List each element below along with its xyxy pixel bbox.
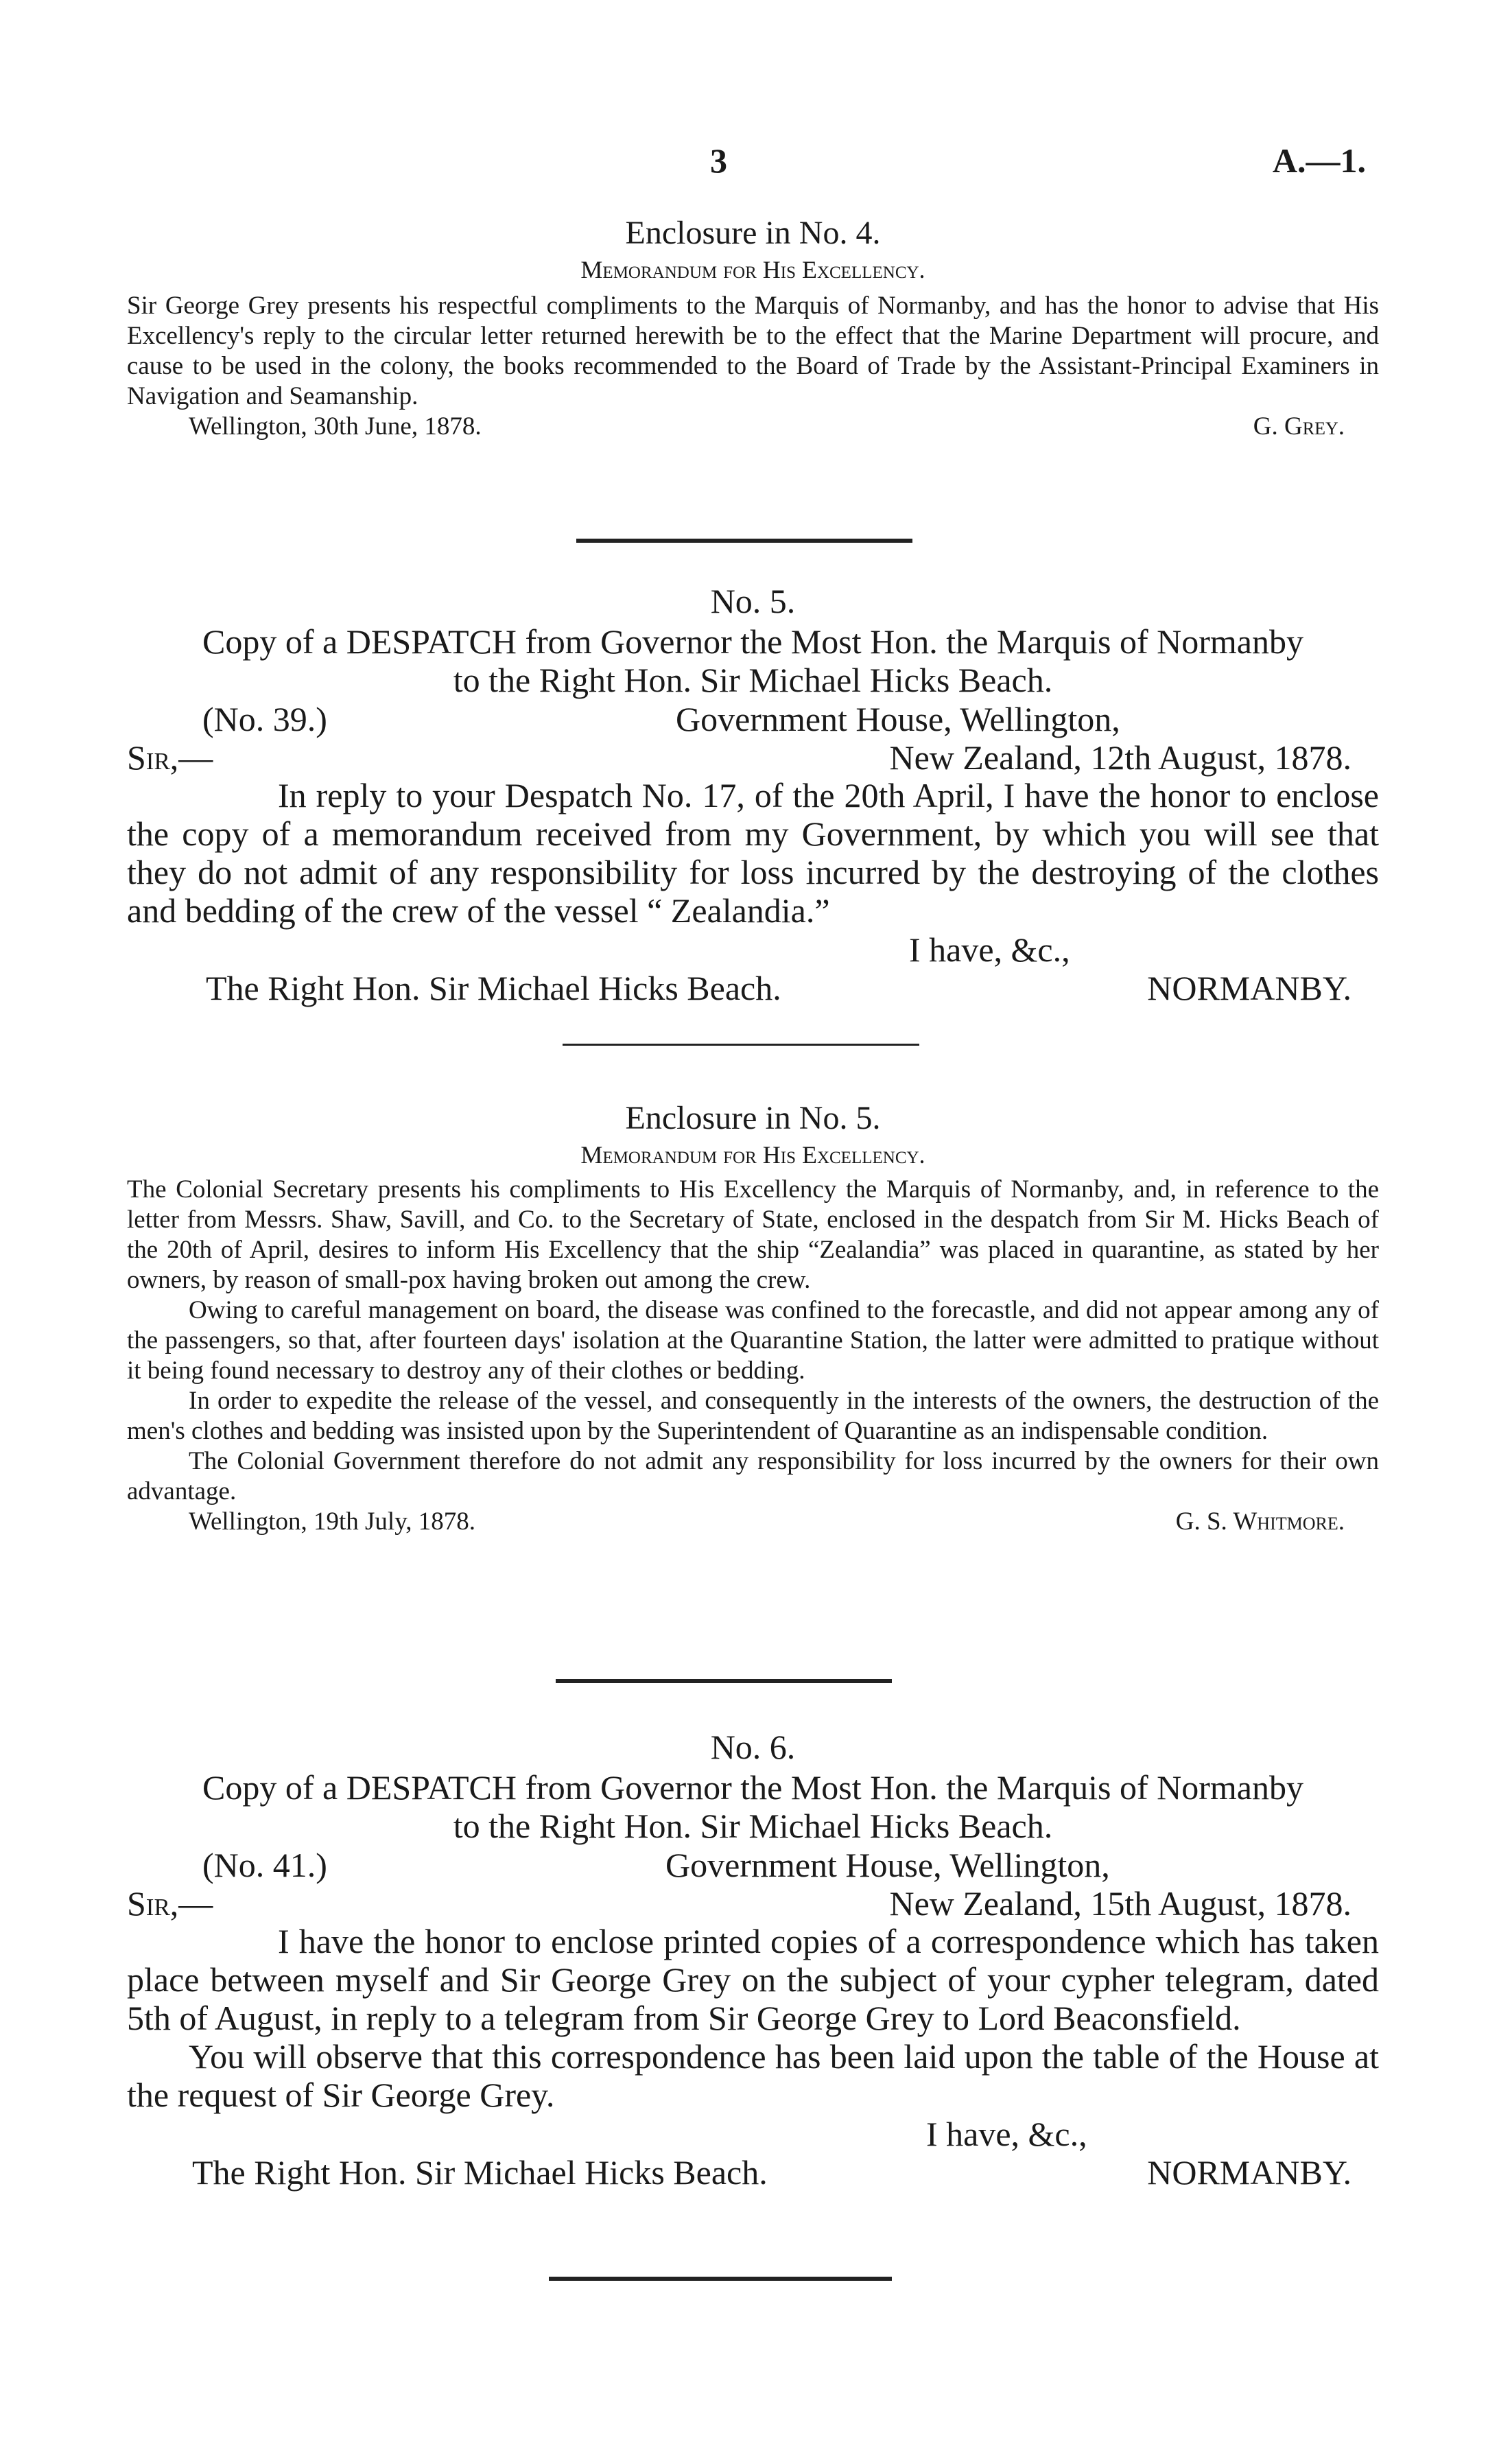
paper-reference: A.—1. <box>1272 141 1366 180</box>
enclosure-5-place-date: Wellington, 19th July, 1878. <box>189 1507 476 1536</box>
despatch-6-number: No. 6. <box>710 1728 796 1766</box>
enclosure-5 <box>127 1098 1379 1538</box>
despatch-6-paragraph: I have the honor to enclose printed copies of a correspondence which has taken place between myself and Sir George Grey on the subject of your cypher telegram, dated 5th of August, in reply to a telegram from Sir George Grey to Lord Beaconsfield. <box>127 1922 1379 2037</box>
enclosure-4-place-date: Wellington, 30th June, 1878. <box>189 412 482 441</box>
enclosure-5-signature: G. S. Whitmore. <box>1175 1507 1345 1536</box>
despatch-5-closing: I have, &c., <box>909 930 1070 969</box>
despatch-5-title-line-1: Copy of a DESPATCH from Governor the Most Hon. the Marquis of Normanby <box>202 622 1303 661</box>
page-header <box>0 141 1499 182</box>
section-divider <box>556 1679 892 1683</box>
despatch-5-address-1: Government House, Wellington, <box>676 700 1120 738</box>
enclosure-4-body <box>127 291 1379 412</box>
despatch-6-title-line-1: Copy of a DESPATCH from Governor the Most Hon. the Marquis of Normanby <box>202 1768 1303 1807</box>
enclosure-4-signature: G. Grey. <box>1253 412 1345 441</box>
despatch-5-ref: (No. 39.) <box>202 700 327 738</box>
section-divider <box>576 539 912 543</box>
enclosure-5-memo-title: Memorandum for His Excellency. <box>580 1141 925 1169</box>
despatch-6-address-row-1 <box>127 1845 1379 1884</box>
despatch-5-signature: NORMANBY. <box>1147 969 1352 1007</box>
despatch-6 <box>127 1726 1379 2191</box>
despatch-6-paragraph: You will observe that this correspondence has been laid upon the table of the House at the request of Sir George Grey. <box>127 2037 1379 2114</box>
enclosure-4 <box>127 213 1379 443</box>
despatch-5-paragraph: In reply to your Despatch No. 17, of the 20th April, I have the honor to enclose the copy of a memorandum received from my Government, by which you will see that they do not admit of any responsibility for loss incurred by the destroying of the clothes and bedding of the crew of the vessel “ Zealandia.” <box>127 776 1379 930</box>
enclosure-5-signature-row <box>127 1507 1379 1538</box>
despatch-6-ref: (No. 41.) <box>202 1846 327 1884</box>
despatch-5-closing-row <box>127 930 1379 968</box>
despatch-6-body <box>127 1922 1379 2114</box>
enclosure-5-paragraph: The Colonial Secretary presents his compliments to His Excellency the Marquis of Normanby, and, in reference to the letter from Messrs. Shaw, Savill, and Co. to the Secretary of State, enclosed in the despatch from Sir M. Hicks Beach of the 20th of April, desires to inform His Excellency that the ship “Zealandia” was placed in quarantine, as stated by her owners, by reason of small-pox having broken out among the crew. <box>127 1175 1379 1294</box>
despatch-6-signature: NORMANBY. <box>1147 2153 1352 2192</box>
enclosure-5-paragraph: In order to expedite the release of the vessel, and consequently in the interests of the owners, the destruction of the men's clothes and bedding was insisted upon by the Superintendent of Quarantine as an indispensable condition. <box>127 1387 1379 1445</box>
enclosure-4-signature-row <box>127 412 1379 443</box>
despatch-5-number: No. 5. <box>710 582 796 620</box>
despatch-6-signature-row <box>127 2152 1379 2191</box>
despatch-5-salutation: Sir,— <box>127 738 213 777</box>
despatch-6-addressee: The Right Hon. Sir Michael Hicks Beach. <box>192 2153 768 2192</box>
enclosure-5-title: Enclosure in No. 5. <box>625 1100 881 1136</box>
despatch-5-addressee: The Right Hon. Sir Michael Hicks Beach. <box>206 969 781 1007</box>
despatch-6-salutation: Sir,— <box>127 1884 213 1923</box>
enclosure-5-paragraph: The Colonial Government therefore do not admit any responsibility for loss incurred by the owners for their own advantage. <box>127 1447 1379 1505</box>
enclosure-4-memo-title: Memorandum for His Excellency. <box>580 256 925 283</box>
section-divider <box>549 2277 892 2281</box>
section-divider <box>563 1044 919 1046</box>
despatch-5-address-2: New Zealand, 12th August, 1878. <box>889 738 1352 777</box>
despatch-6-title-line-2: to the Right Hon. Sir Michael Hicks Beach. <box>453 1807 1053 1845</box>
despatch-6-closing-row <box>127 2114 1379 2152</box>
despatch-6-address-1: Government House, Wellington, <box>665 1846 1110 1884</box>
despatch-5 <box>127 580 1379 1007</box>
despatch-5-body <box>127 776 1379 930</box>
despatch-5-signature-row <box>127 968 1379 1007</box>
enclosure-4-paragraph: Sir George Grey presents his respectful compliments to the Marquis of Normanby, and has the honor to advise that His Excellency's reply to the circular letter returned herewith be to the effect that the Marine Department will procure, and cause to be used in the colony, the books recommended to the Board of Trade by the Assistant-Principal Examiners in Navigation and Seamanship. <box>127 292 1379 410</box>
despatch-5-title-line-2: to the Right Hon. Sir Michael Hicks Beach. <box>453 661 1053 699</box>
enclosure-5-body <box>127 1175 1379 1507</box>
enclosure-5-paragraph: Owing to careful management on board, the disease was confined to the forecastle, and did not appear among any of the passengers, so that, after fourteen days' isolation at the Quarantine Station, the latter were admitted to pratique without it being found necessary to destroy any of their clothes or bedding. <box>127 1296 1379 1385</box>
despatch-5-address-row-1 <box>127 699 1379 738</box>
despatch-5-title <box>127 622 1379 699</box>
despatch-6-title <box>127 1768 1379 1845</box>
enclosure-4-title: Enclosure in No. 4. <box>625 215 881 251</box>
despatch-6-address-row-2 <box>127 1884 1379 1922</box>
despatch-6-address-2: New Zealand, 15th August, 1878. <box>889 1884 1352 1923</box>
page-number: 3 <box>710 141 727 180</box>
despatch-5-address-row-2 <box>127 738 1379 776</box>
despatch-6-closing: I have, &c., <box>926 2115 1087 2153</box>
